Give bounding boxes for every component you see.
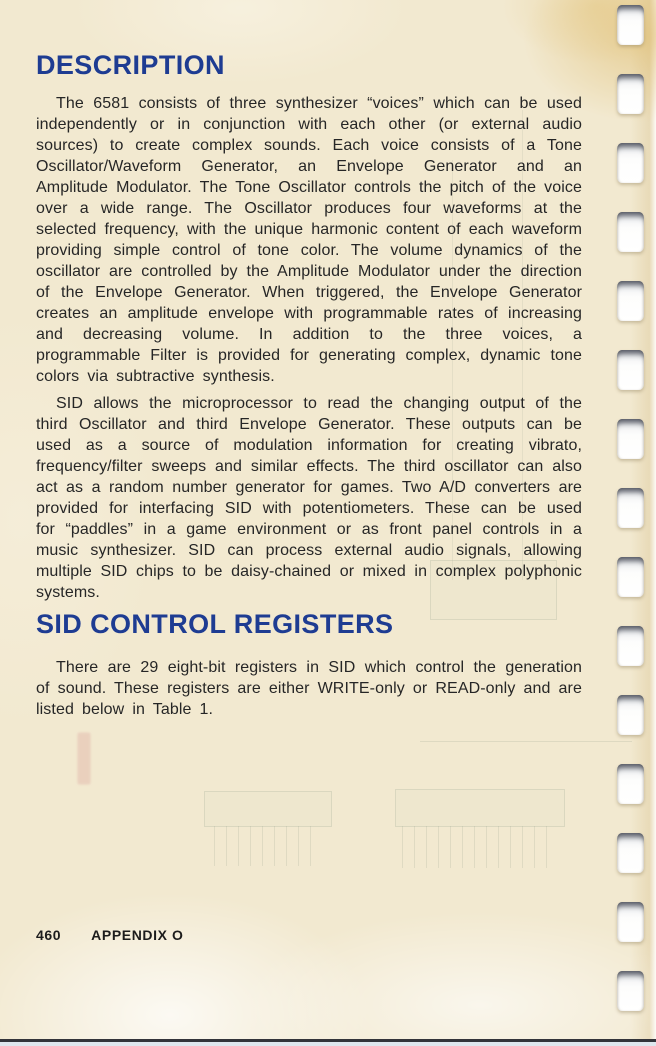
section-heading-description: DESCRIPTION bbox=[36, 50, 225, 80]
page-footer bbox=[36, 927, 184, 943]
bleedthrough-artifact bbox=[402, 826, 558, 868]
binding-hole bbox=[617, 143, 644, 183]
body-paragraph: SID allows the microprocessor to read the changing output of the third Oscillator and third Envelope Generator. These outputs can be used as a source of modulation information for creating vibrato, frequency/filter sweeps and similar effects. The third oscillator can also act as a random number generator for games. Two A/D converters are provided for interfacing SID with potentiometers. These can be used for “paddles” in a game environment or as front panel controls in a music synthesizer. SID can process external audio signals, allowing multiple SID chips to be daisy-chained or mixed in complex polyphonic systems. bbox=[36, 395, 582, 601]
bleedthrough-artifact bbox=[420, 741, 632, 742]
body-paragraph: There are 29 eight-bit registers in SID which control the generation of sound. These registers are either WRITE-only or READ-only and are listed below in Table 1. bbox=[36, 659, 582, 718]
binding-hole bbox=[617, 74, 644, 114]
binding-hole bbox=[617, 626, 644, 666]
page-number: 460 bbox=[36, 927, 62, 943]
binding-hole bbox=[617, 764, 644, 804]
bleedthrough-artifact bbox=[214, 826, 322, 866]
section-heading-sid-control-registers: SID CONTROL REGISTERS bbox=[36, 609, 394, 639]
bleedthrough-artifact bbox=[395, 789, 565, 827]
binding-hole bbox=[617, 5, 644, 45]
bleedthrough-artifact bbox=[78, 733, 91, 785]
binding-hole bbox=[617, 971, 644, 1011]
bleedthrough-artifact bbox=[204, 791, 332, 827]
appendix-label: APPENDIX O bbox=[91, 927, 184, 943]
binding-hole bbox=[617, 833, 644, 873]
binding-holes bbox=[617, 5, 644, 1011]
binding-hole bbox=[617, 212, 644, 252]
binding-hole bbox=[617, 419, 644, 459]
binding-hole bbox=[617, 695, 644, 735]
binding-hole bbox=[617, 350, 644, 390]
binding-hole bbox=[617, 902, 644, 942]
binding-hole bbox=[617, 488, 644, 528]
body-paragraph: The 6581 consists of three synthesizer “voices” which can be used independently or in conjunction with each other (or external audio sources) to create complex sounds. Each voice consists of a Tone Oscillator/Waveform Generator, an Envelope Generator and an Amplitude Modulator. The Tone Oscillator controls the pitch of the voice over a wide range. The Oscillator produces four waveforms at the selected frequency, with the unique harmonic content of each waveform providing simple control of tone color. The volume dynamics of the oscillator are controlled by the Amplitude Modulator under the direction of the Envelope Generator. When triggered, the Envelope Generator creates an amplitude envelope with programmable rates of increasing and decreasing volume. In addition to the three voices, a programmable Filter is provided for generating complex, dynamic tone colors via subtractive synthesis. bbox=[36, 95, 582, 385]
binding-hole bbox=[617, 557, 644, 597]
binding-hole bbox=[617, 281, 644, 321]
